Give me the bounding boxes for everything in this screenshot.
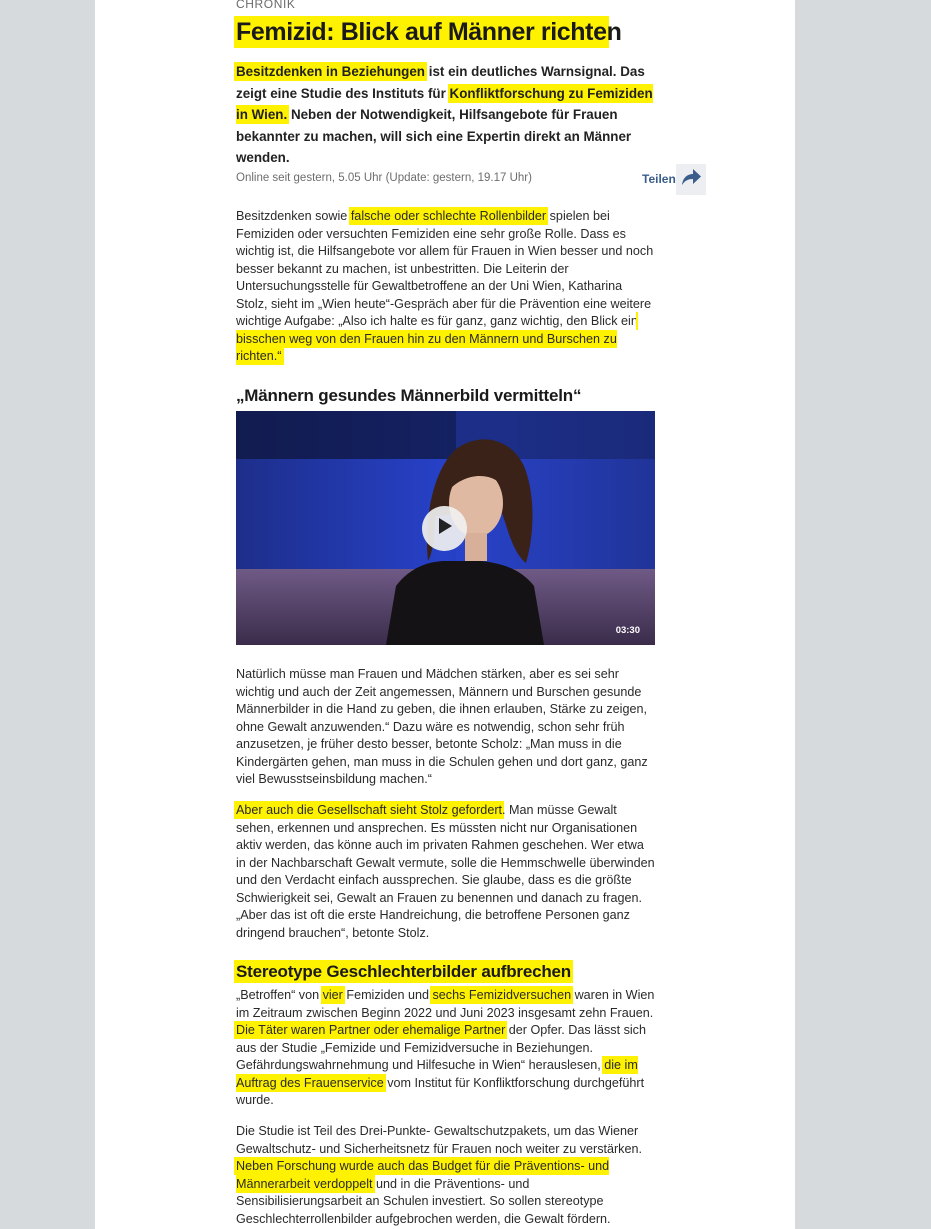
text-segment: spielen bei Femiziden oder versuchten Femiziden eine sehr große Rolle. Dass es wichtig ist, die Hilfsangebote vor allem für Frauen in Wien besser und noch besser bekannt zu machen, ist unbestritten. Die Leiterin der Untersuchungsstelle für Gewaltbetroffene an der Uni Wien, Katharina Stolz, sieht im „Wien heute“-Gespräch aber für die Prävention eine weitere wichtige Aufgabe: „Also ich halte es für ganz, ganz wichtig, den Blick ein — [236, 209, 654, 328]
text-segment: Femiziden und — [342, 988, 433, 1002]
paragraph-4 — [236, 987, 656, 1110]
text-segment: vom Institut für Konfliktforschung durchgeführt wurde. — [236, 1075, 645, 1107]
highlighted-text: bisschen weg von den Frauen hin zu den Männern und Burschen zu richten.“ — [236, 331, 617, 363]
subheading-1: „Männern gesundes Männerbild vermitteln“ — [236, 386, 582, 405]
highlighted-text: Neben Forschung wurde auch das Budget für die Präventions- und Männerarbeit verdoppelt — [236, 1159, 610, 1191]
article-title — [236, 18, 622, 47]
paragraph-2 — [236, 666, 656, 789]
share-arrow-icon — [680, 168, 702, 191]
highlighted-text: die im Auftrag des Frauenservice — [236, 1058, 638, 1090]
highlighted-text: Aber auch die Gesellschaft sieht Stolz gefordert — [236, 803, 503, 817]
paragraph-3 — [236, 802, 656, 942]
text-segment: „Betroffen“ von — [236, 988, 323, 1002]
text-segment: waren in Wien im Zeitraum zwischen Beginn 2022 und Juni 2023 insgesamt zehn Frauen. — [236, 988, 655, 1020]
subheading-2 — [236, 962, 656, 982]
highlighted-text: falsche oder schlechte Rollenbilder — [350, 209, 547, 223]
video-player[interactable] — [236, 411, 655, 645]
text-segment: der Opfer. Das lässt sich aus der Studie „Femizide und Femizidversuche in Beziehungen. Gefährdungswahrnehmung und Hilfesuche in Wien“ herauslesen, — [236, 1023, 646, 1072]
category-label: CHRONIK — [236, 0, 296, 11]
title-highlighted: Femizid: Blick auf Männer richte — [236, 18, 607, 46]
text-segment: ist ein deutliches Warnsignal. Das zeigt eine Studie des Instituts für — [236, 64, 645, 101]
share-button[interactable] — [676, 164, 706, 195]
article-lead — [236, 61, 656, 169]
title-rest: n — [606, 18, 622, 46]
article-page — [95, 0, 795, 1229]
paragraph-5 — [236, 1123, 656, 1228]
video-duration: 03:30 — [615, 625, 640, 636]
highlighted-text: Besitzdenken in Beziehungen — [236, 64, 425, 79]
text-segment: Die Studie ist Teil des Drei-Punkte- Gewaltschutzpakets, um das Wiener Gewaltschutz- und Sicherheitsnetz für Frauen noch weiter zu verstärken. — [236, 1124, 642, 1156]
share-link[interactable]: Teilen — [642, 172, 676, 186]
highlighted-text: Konfliktforschung zu Femiziden in Wien. — [236, 85, 653, 122]
text-segment: und in die Präventions- und Sensibilisierungsarbeit an Schulen investiert. So sollen stereotype Geschlechterrollenbilder aufgebrochen werden, die Gewalt fördern. — [236, 1176, 611, 1226]
text-segment: Besitzdenken sowie — [236, 209, 351, 223]
highlighted-text: vier — [322, 988, 343, 1002]
paragraph-1 — [236, 208, 656, 366]
publish-timestamp: Online seit gestern, 5.05 Uhr (Update: gestern, 19.17 Uhr) — [236, 172, 532, 184]
highlighted-text: Die Täter waren Partner oder ehemalige Partner — [236, 1023, 506, 1037]
text-segment: . Man müsse Gewalt sehen, erkennen und ansprechen. Es müssten nicht nur Organisationen aktiv werden, das könne auch im privaten Rahmen geschehen. Wer etwa in der Nachbarschaft Gewalt vermute, solle die Hemmschwelle überwinden und den Verdacht einfach aussprechen. Sie glaube, dass es die größte Schwierigkeit sei, Gewalt an Frauen zu benennen und danach zu fragen. „Aber das ist oft die erste Handreichung, die betroffene Personen ganz dringend brauchen“, betonte Stolz. — [236, 803, 655, 940]
subheading-2-text: Stereotype Geschlechterbilder aufbrechen — [236, 962, 571, 981]
play-icon — [437, 517, 453, 540]
highlighted-text: sechs Femizidversuchen — [432, 988, 572, 1002]
play-button[interactable] — [422, 506, 467, 551]
text-segment: Neben der Notwendigkeit, Hilfsangebote für Frauen bekannter zu machen, will sich eine Expertin direkt an Männer wenden. — [236, 107, 632, 165]
text-segment: Natürlich müsse man Frauen und Mädchen stärken, aber es sei sehr wichtig und auch der Zeit angemessen, Männern und Burschen gesunde Männerbilder in die Hand zu geben, die ihnen erlauben, Stärke zu zeigen, ohne Gewalt anzuwenden.“ Dazu wäre es notwendig, schon sehr früh anzusetzen, je früher desto besser, betonte Scholz: „Man muss in die Kindergärten gehen, man muss in die Schulen gehen und dort ganz, ganz viel Bewusstseinsbildung machen.“ — [236, 667, 648, 786]
